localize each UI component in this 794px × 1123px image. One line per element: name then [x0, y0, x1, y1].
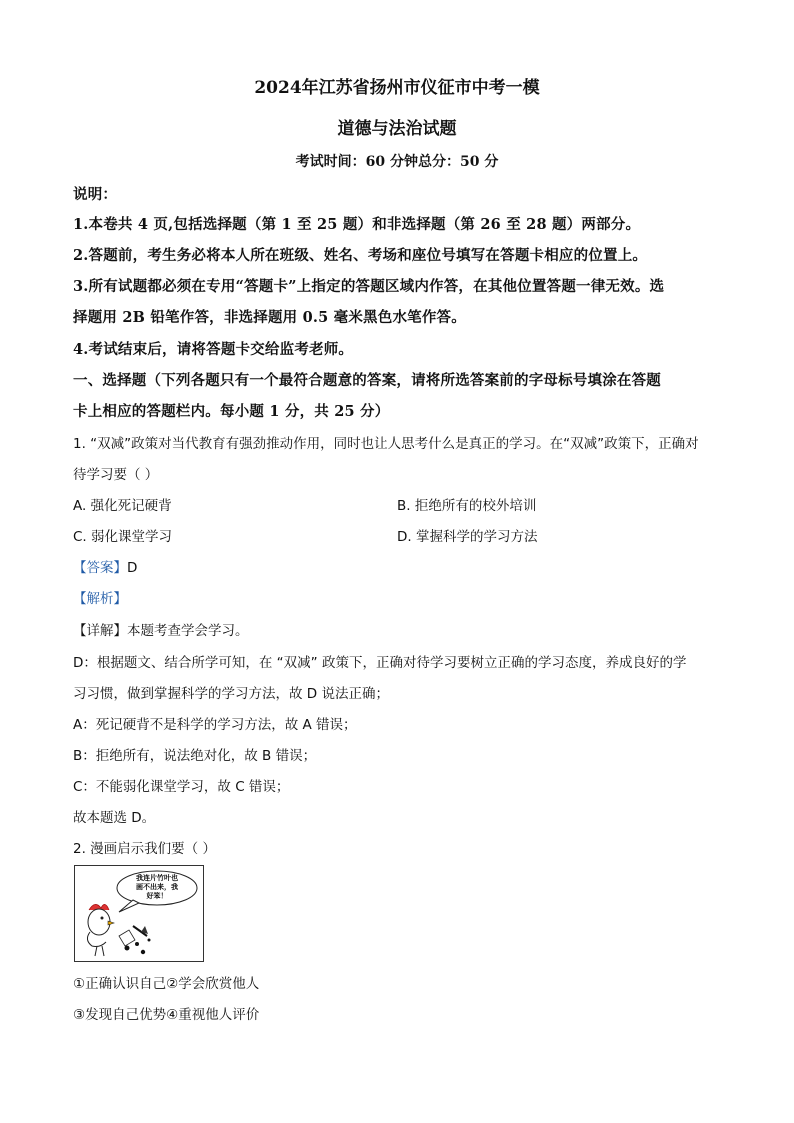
exam-info: 考试时间：60 分钟总分：50 分: [295, 154, 499, 170]
analysis-tag: 【解析】: [73, 591, 127, 607]
q1-explain-b: B：拒绝所有，说法绝对化，故 B 错误；: [73, 748, 317, 764]
q1-stem-cont: 待学习要（ ）: [73, 467, 159, 483]
ink-drawing-tools: [119, 926, 151, 954]
q1-option-d: D. 掌握科学的学习方法: [397, 529, 538, 545]
exam-subject: 道德与法治试题: [337, 119, 457, 139]
detail-text: 本题考查学会学习。: [127, 623, 249, 639]
q2-choices-2: ③发现自己优势④重视他人评价: [73, 1007, 260, 1023]
q1-detail: [73, 619, 724, 639]
q1-conclusion: 故本题选 D。: [73, 810, 156, 826]
q1-option-c: C. 弱化课堂学习: [73, 529, 173, 545]
q2-cartoon: [74, 865, 204, 962]
rooster-figure: [87, 904, 114, 956]
bubble-line-1: 我连片竹叶也: [136, 874, 178, 882]
q1-option-a: A. 强化死记硬背: [73, 498, 172, 514]
q1-explain-cont: 习习惯，做到掌握科学的学习方法，故 D 说法正确；: [73, 686, 389, 702]
q1-stem: 1. “双减”政策对当代教育有强劲推动作用，同时也让人思考什么是真正的学习。在“双减”政策下，正确对: [73, 436, 699, 452]
answer-value: D: [127, 560, 138, 576]
answer-tag: 【答案】: [73, 560, 127, 576]
bubble-line-3: 好笨！: [146, 892, 168, 900]
section-heading: 一、选择题（下列各题只有一个最符合题意的答案，请将所选答案前的字母标号填涂在答题: [73, 372, 661, 389]
q1-explain-c: C：不能弱化课堂学习，故 C 错误；: [73, 779, 290, 795]
instruction-item: 3.所有试题都必须在专用“答题卡”上指定的答题区域内作答，在其他位置答题一律无效。选: [73, 278, 665, 295]
q2-choices-1: ①正确认识自己②学会欣赏他人: [73, 976, 260, 992]
section-heading-cont: 卡上相应的答题栏内。每小题 1 分，共 25 分）: [73, 403, 390, 420]
q1-explain: D：根据题文、结合所学可知，在 “双减” 政策下，正确对待学习要树立正确的学习态度，养成良好的学: [73, 655, 687, 671]
cartoon-drawing: [75, 866, 203, 961]
exam-title: 2024年江苏省扬州市仪征市中考一模: [254, 78, 540, 98]
q2-stem: 2. 漫画启示我们要（ ）: [73, 841, 216, 857]
q1-option-b: B. 拒绝所有的校外培训: [397, 498, 537, 514]
instruction-item: 4.考试结束后，请将答题卡交给监考老师。: [73, 341, 354, 358]
bubble-line-2: 画不出来，我: [136, 883, 178, 891]
detail-tag: 【详解】: [73, 623, 127, 639]
instruction-item: 择题用 2B 铅笔作答，非选择题用 0.5 毫米黑色水笔作答。: [73, 309, 466, 326]
instructions-label: 说明：: [73, 186, 118, 203]
instruction-item: 2.答题前，考生务必将本人所在班级、姓名、考场和座位号填写在答题卡相应的位置上。: [73, 247, 648, 264]
instruction-item: 1.本卷共 4 页,包括选择题（第 1 至 25 题）和非选择题（第 26 至 28 题）两部分。: [73, 216, 641, 233]
q1-explain-a: A：死记硬背不是科学的学习方法，故 A 错误；: [73, 717, 357, 733]
q1-answer: [73, 556, 724, 576]
